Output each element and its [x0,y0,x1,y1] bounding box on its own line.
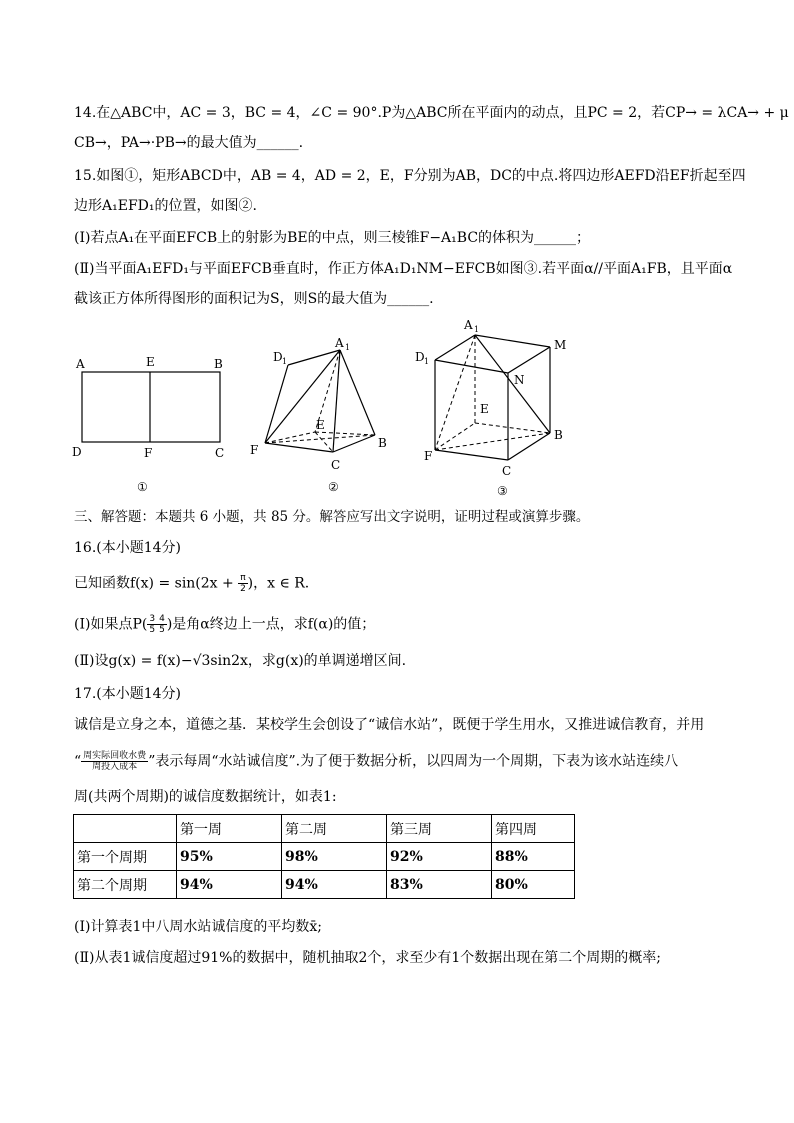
q16-given [74,573,309,594]
fig3-label-e: E [480,402,489,416]
q15-part2-line2: 截该正方体所得图形的面积记为S，则S的最大值为______. [74,291,434,307]
fig1-label-b: B [214,357,223,371]
table-cell: 第四周 [492,815,575,843]
q14-line1: 14.在△ABC中，AC = 3，BC = 4，∠C = 90°.P为△ABC所在平面内的动点，且PC = 2，若CP→ = λCA→ + μ [74,105,789,121]
fig2-label-d1: D [273,350,283,364]
table-cell: 第二周 [282,815,387,843]
table-cell: 80% [492,871,575,899]
table-cell: 第三周 [387,815,492,843]
q17-para3: 周(共两个周期)的诚信度数据统计，如表1: [74,789,337,805]
q17-fraction: $\frac{\text{周实际回收水费}}{\text{周投入成本}}$ [83,751,147,772]
fig1-label-a: A [76,357,85,371]
q17-table [73,814,575,899]
fig2-label-b: B [378,436,387,450]
fig3-label-f: F [424,449,433,463]
fig3-sub1: 1 [474,325,480,334]
table-cell: 92% [387,843,492,871]
fig1-label-f: F [144,446,153,460]
figure-1-rectangle [70,350,240,500]
q17-para2 [74,751,678,772]
q16-given-b: )，x ∈ R. [247,575,310,592]
fig3-sub2: 1 [424,357,430,366]
fig1-caption: ① [137,480,148,494]
figure-3-cube [410,315,580,500]
table-cell: 第二个周期 [74,871,177,899]
q16-part1-fraction-y: $\frac{4}{5}$ [159,614,165,635]
q15-line1: 15.如图①，矩形ABCD中，AB = 4，AD = 2，E，F分别为AB，DC的中点.将四边形AEFD沿EF折起至四 [74,168,746,184]
table-row [74,843,575,871]
q16-part1-fraction-x: $\frac{3}{5}$ [149,614,156,635]
fig2-sub1: 1 [282,357,288,366]
q17-title: 17.(本小题14分) [74,686,182,702]
q17-part1: (Ⅰ)计算表1中八周水站诚信度的平均数x̄; [74,919,322,935]
q15-line2: 边形A₁EFD₁的位置，如图②. [74,198,257,214]
table-header-row [74,815,575,843]
table-row [74,871,575,899]
fig3-label-d1: D [415,350,425,364]
q16-part1-a: (Ⅰ)如果点P( [74,616,148,633]
q14-line2: CB→，PA→·PB→的最大值为______. [74,135,304,151]
q16-given-a: 已知函数f(x) = sin(2x + [74,575,239,592]
fig3-label-b: B [554,428,563,442]
q15-part2-line1: (Ⅱ)当平面A₁EFD₁与平面EFCB垂直时，作正方体A₁D₁NM−EFCB如图③.若平面α//平面A₁FB，且平面α [74,261,733,277]
fig2-label-c: C [331,458,341,472]
q17-para2-text: ”表示每周“水站诚信度”.为了便于数据分析，以四周为一个周期，下表为该水站连续八 [148,753,679,770]
fig3-label-m: M [554,338,567,352]
q17-open-quote: “ [74,753,82,770]
figure-2-folded [245,335,405,500]
q16-given-fraction: $\frac{\pi}{2}$ [240,573,246,594]
fig2-label-a1: A [335,336,344,350]
q15-part1: (Ⅰ)若点A₁在平面EFCB上的射影为BE的中点，则三棱锥F−A₁BC的体积为______； [74,230,591,246]
table-cell [74,815,177,843]
table-cell: 第一周 [177,815,282,843]
fig3-label-n: N [514,373,525,387]
table-cell: 98% [282,843,387,871]
fig1-label-e: E [146,355,155,369]
table-cell: 88% [492,843,575,871]
q17-part2: (Ⅱ)从表1诚信度超过91%的数据中，随机抽取2个，求至少有1个数据出现在第二个周期的概率; [74,950,661,966]
fig3-caption: ③ [497,484,508,498]
table-cell: 94% [282,871,387,899]
fig1-label-d: D [72,445,82,459]
fig2-label-f: F [250,443,259,457]
q16-title: 16.(本小题14分) [74,540,182,556]
q16-part1-b: )是角α终边上一点，求f(α)的值； [166,616,376,633]
fig2-sub2: 1 [345,343,351,352]
fig3-label-a1: A [464,318,473,332]
table-cell: 83% [387,871,492,899]
fig2-label-e: E [316,418,325,432]
table-cell: 第一个周期 [74,843,177,871]
q16-part2: (Ⅱ)设g(x) = f(x)−√3sin2x，求g(x)的单调递增区间. [74,653,407,669]
section-3-heading: 三、解答题：本题共 6 小题，共 85 分。解答应写出文字说明，证明过程或演算步骤。 [74,509,590,525]
q17-para1: 诚信是立身之本，道德之基．某校学生会创设了“诚信水站”，既便于学生用水，又推进诚信教育，并用 [74,717,705,733]
fig2-caption: ② [328,480,339,494]
fig1-label-c: C [215,446,225,460]
q16-part1 [74,614,375,635]
table-cell: 94% [177,871,282,899]
table-cell: 95% [177,843,282,871]
fig3-label-c: C [502,464,512,478]
